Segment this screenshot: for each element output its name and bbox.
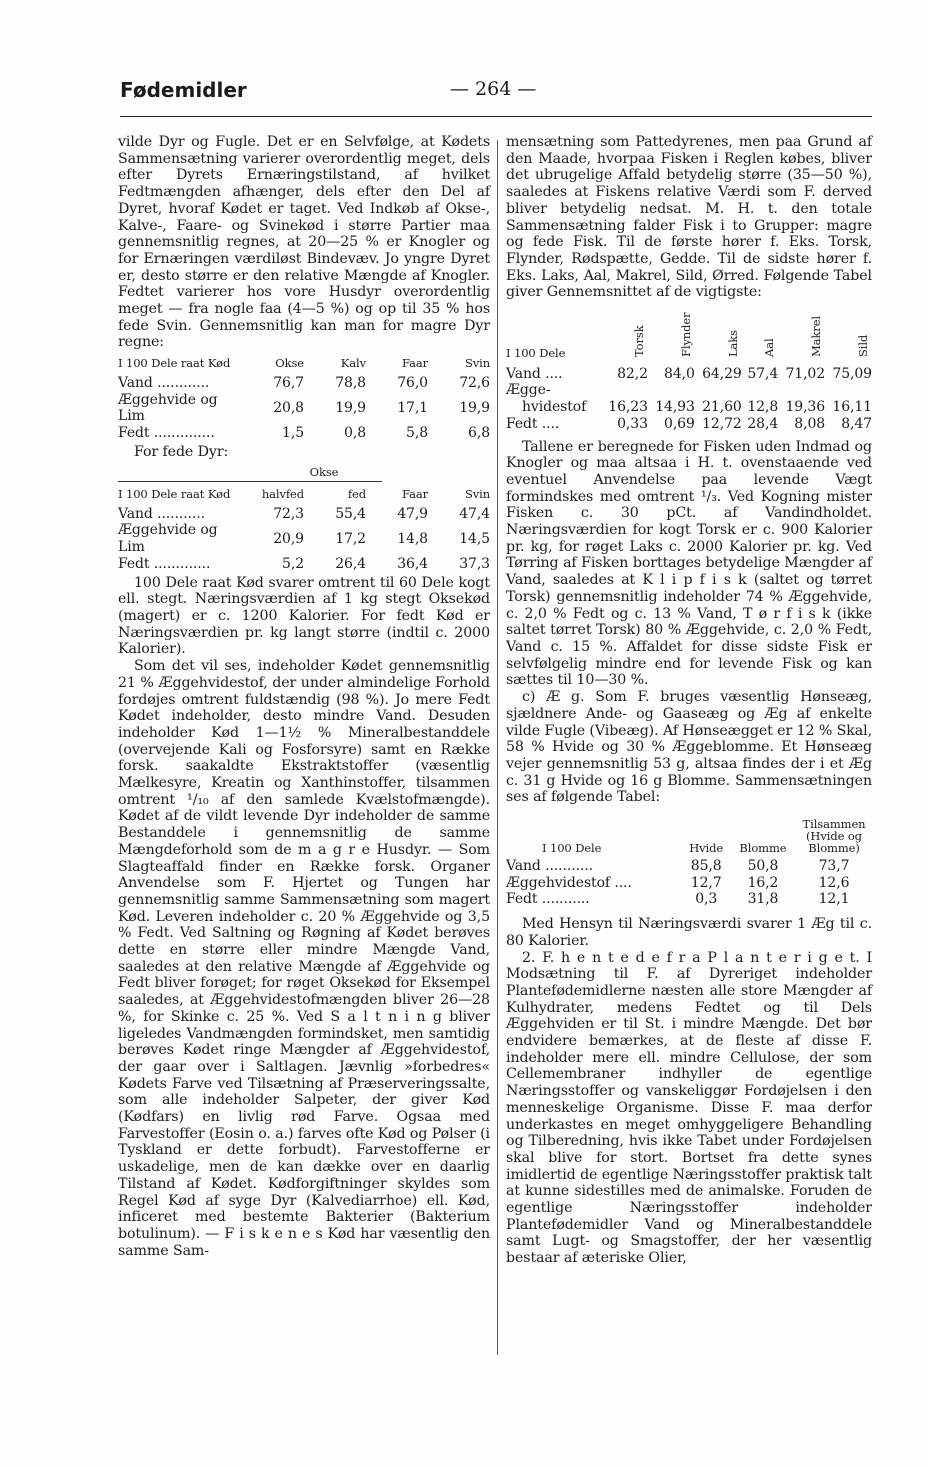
table-cell: 0,8	[344, 424, 366, 441]
table-header: Sild	[856, 334, 871, 358]
meat-composition-table	[118, 352, 490, 442]
table-cell: 85,8	[690, 858, 722, 875]
paragraph: 2. F. h e n t e d e f r a P l a n t e r i g e t. I Modsætning til F. af Dyreriget indeholder Plantefødemidlerne næsten alle store Mængder af Kulhydrater, medens Fedtet og til Dels Æggehviden er til St. i mindre Mængde. Det bør endvidere bemærkes, at de fleste af disse F. indeholder mere ell. mindre Cellulose, der som Cellemembraner indhyller de egentlige Næringsstoffer og vanskeliggør Fordøjelsen i den menneskelige Organisme. Disse F. maa derfor underkastes en meget omhyggeligere Behandling og Tilberedning, hvis ikke Tabet under Fordøjelsen skal blive for stort. Bortset fra dette synes imidlertid de egentlige Næringsstoffer praktisk talt at kunne sidestilles med de animalske. Foruden de egentlige Næringsstoffer indeholder Plantefødemidler Vand og Mineralbestanddele samt Lugt- og Smagstoffer, der her væsentlig bestaar af æteriske Olier,	[506, 949, 872, 1267]
table-cell: Vand ....	[506, 365, 563, 382]
table-caption: For fede Dyr:	[134, 443, 229, 460]
table-header: Laks	[726, 330, 740, 358]
paragraph: Tallene er beregnede for Fisken uden Indmad og Knogler og maa altsaa i H. t. ovenstaaende ved eventuel Anvendelse paa levende Vægt formindskes med omtrent ¹/₃. Ved Kogning mister Fisken c. 30 pCt. af Vandindholdet. Næringsværdien for kogt Torsk er c. 900 Kalorier pr. kg, for røget Laks c. 2000 Kalorier pr. kg. Ved Tørring af Fisken borttages betydelige Mængder af Vand, saaledes at K l i p f i s k (saltet og tørret Torsk) gennemsnitlig indeholder 74 % Æggehvide, c. 2,0 % Fedt og c. 13 % Vand, T ø r f i s k (ikke saltet tørret Torsk) 80 % Æggehvide, c. 2,0 % Fedt, Vand c. 15 %. Affaldet for disse sidste Fisk er selvfølgelig mindre end for levende Fisk og kan sættes til 10—30 %.	[506, 438, 872, 689]
table-cell: 16,2	[747, 874, 779, 891]
table-cell: Æggehvide og Lim	[118, 522, 218, 556]
table-cell: 47,4	[459, 505, 490, 522]
paragraph: vilde Dyr og Fugle. Det er en Selvfølge, at Kødets Sammensætning varierer overordentlig meget, dels efter Dyrets Ernæringstilstand, af hvilket Fedtmængden afhænger, dels efter den Del af Dyret, hvoraf Kødet er taget. Ved Indkøb af Okse-, Kalve-, Faare- og Svinekød i større Partier maa gennemsnitlig regnes, at 20—25 % er Knogler og for Ernæringen værdiløst Bindevæv. Jo yngre Dyret er, desto større er den relative Mængde af Knogler. Fedtet varierer hos vore Husdyr overordentlig meget — fra nogle faa (4—5 %) og op til 35 % hos fede Svin. Gennemsnitlig kan man for magre Dyr regne:	[118, 134, 490, 351]
table-cell: Æggehvidestof ....	[506, 874, 632, 891]
table-cell: 76,7	[273, 374, 304, 391]
table-cell: Fedt ..............	[118, 424, 215, 441]
table-cell: Fedt ...........	[506, 891, 590, 908]
table-row	[118, 425, 490, 442]
table-cell: hvidestof	[522, 399, 587, 416]
table-header: Torsk	[632, 325, 647, 358]
table-header-row	[506, 301, 872, 366]
table-cell: 75,09	[832, 365, 872, 382]
table-cell: 47,9	[397, 505, 428, 522]
table-cell: Fedt .............	[118, 555, 211, 572]
table-header-row	[118, 483, 490, 506]
table-cell: 76,0	[397, 374, 428, 391]
table-header: Flynder	[679, 312, 694, 358]
table-header-row	[118, 352, 490, 375]
table-cell: 12,8	[747, 399, 779, 416]
table-cell: 0,69	[664, 415, 695, 432]
page-number: — 264 —	[450, 78, 537, 100]
table-cell: 17,2	[335, 530, 366, 547]
table-header: I 100 Dele raat Kød	[118, 356, 231, 371]
running-title: Fødemidler	[120, 78, 247, 102]
table-header: Faar	[401, 487, 428, 502]
table-cell: 21,60	[702, 399, 742, 416]
table-cell: 50,8	[747, 858, 779, 875]
table-cell: 19,36	[785, 399, 826, 416]
paragraph: c) Æ g. Som F. bruges væsentlig Hønseæg, sjældnere Ande- og Gaaseæg og Æg af enkelte vilde Fugle (Vibeæg). Af Hønseægget er 12 % Skal, 58 % Hvide og 30 % Æggeblomme. Et Hønseæg vejer gennemsnitlig 53 g, altsaa findes der i et Æg c. 31 g Hvide og 16 g Blomme. Sammensætningen ses af følgende Tabel:	[506, 689, 872, 806]
table-header: fed	[347, 487, 366, 502]
table-cell: 20,8	[273, 399, 304, 416]
table-cell: Vand ............	[118, 374, 210, 391]
table-header: Makrel	[809, 316, 824, 358]
table-cell: 6,8	[468, 424, 490, 441]
left-column	[118, 134, 490, 1259]
table-row	[118, 522, 490, 555]
table-cell: Æggehvide og Lim	[118, 391, 218, 425]
table-cell: 26,4	[335, 555, 366, 572]
table-cell: 16,23	[608, 399, 648, 416]
table-cell: Vand ...........	[506, 858, 593, 875]
table-cell: Vand ...........	[118, 505, 205, 522]
table-row	[118, 556, 490, 573]
table-cell: 72,6	[459, 374, 490, 391]
table-row	[118, 392, 490, 425]
table-cell: 12,7	[690, 874, 722, 891]
table-cell: 36,4	[397, 555, 428, 572]
table-cell: 82,2	[617, 365, 648, 382]
table-cell: 19,9	[335, 399, 366, 416]
table-cell: 55,4	[335, 505, 366, 522]
table-cell: 16,11	[832, 399, 872, 416]
table-header: Hvide	[689, 841, 724, 856]
right-column	[506, 134, 872, 1267]
table-header: Svin	[464, 356, 490, 371]
table-cell: 84,0	[664, 365, 695, 382]
group-header: Okse	[118, 464, 382, 482]
table-row	[506, 366, 872, 383]
table-cell: 37,3	[459, 555, 490, 572]
table-header: Kalv	[340, 356, 366, 371]
table-cell: 0,3	[695, 891, 718, 908]
table-cell: 12,6	[818, 874, 850, 891]
table-header: Svin	[464, 487, 490, 502]
table-header: Faar	[401, 356, 428, 371]
table-row	[506, 891, 872, 908]
table-header: Blomme	[739, 841, 787, 856]
table-cell: 14,8	[397, 530, 428, 547]
table-cell: 71,02	[785, 365, 826, 382]
paragraph: 100 Dele raat Kød svarer omtrent til 60 Dele kogt ell. stegt. Næringsværdien af 1 kg stegt Oksekød (magert) er c. 1200 Kalorier. For fedt Kød er Næringsværdien pr. kg langt større (indtil c. 2000 Kalorier).	[118, 574, 490, 658]
paragraph: Som det vil ses, indeholder Kødet gennemsnitlig 21 % Æggehvidestof, der under almindelige Forhold fordøjes omtrent fuldstændig (98 %). Jo mere Fedt Kødet indeholder, desto mindre Vand. Desuden indeholder Kød 1—1½ % Mineralbestanddele (overvejende Kali og Fosforsyre) samt en Række forsk. saakaldte Ekstraktstoffer (væsentlig Mælkesyre, Kreatin og Xanthinstoffer, tilsammen omtrent ¹/₁₀ af den samlede Kvælstofmængde). Kødet af de vildt levende Dyr indeholder de samme Bestanddele i gennemsnitlig de samme Mængdeforhold som de m a g r e Husdyr. — Som Slagteaffald finder en Række forsk. Organer Anvendelse som F. Hjertet og Tungen har gennemsnitlig samme Sammensætning som magert Kød. Leveren indeholder c. 20 % Æggehvide og 3,5 % Fedt. Ved Saltning og Røgning af Kødet berøves dette en større eller mindre Mængde Vand, saaledes at den relative Mængde af Æggehvide og Fedt bliver forøget; for røget Oksekød for Eksempel saaledes, at Æggehvidestofmængden bliver 26—28 %, for Skinke c. 25 %. Ved S a l t n i n g bliver ligeledes Vandmængden formindsket, men samtidig berøves Kødet ringe Mængder af Æggehvidestof, der gaar over i Saltlagen. Jævnlig »forbedres« Kødets Farve ved Tilsætning af Præserveringssalte, som alle indeholder Salpeter, der giver Kød (Kødfars) en livlig rød Farve. Ogsaa med Farvestoffer (Eosin o. a.) farves ofte Kød og Pølser (i Tyskland er dette forbudt). Farvestofferne er uskadelige, men de kan dække over en daarlig Tilstand af Kødet. Kødforgiftninger skyldes som Regel Kød af syge Dyr (Kalvediarrhoe) ell. Kød, inficeret med bestemte Bakterier (Bakterium botulinum). — F i s k e n e s Kød har væsentlig den samme Sam-	[118, 658, 490, 1259]
page-header	[120, 76, 872, 117]
table-header: Okse	[275, 356, 304, 371]
table-cell: 5,2	[282, 555, 304, 572]
table-cell: 28,4	[747, 415, 779, 432]
table-row	[118, 506, 490, 523]
table-cell: 12,1	[818, 891, 850, 908]
table-header: I 100 Dele	[542, 841, 602, 856]
table-cell: 64,29	[702, 365, 742, 382]
table-cell: 17,1	[397, 399, 428, 416]
fat-meat-table	[118, 483, 490, 573]
column-divider	[497, 140, 498, 1355]
table-cell: 72,3	[273, 505, 304, 522]
table-cell: 14,5	[459, 530, 490, 547]
table-row	[506, 875, 872, 892]
table-cell: 0,33	[617, 415, 648, 432]
table-cell: Ægge-	[506, 382, 551, 399]
table-cell: 12,72	[702, 415, 742, 432]
table-cell: 14,93	[655, 399, 695, 416]
table-cell: 19,9	[459, 399, 490, 416]
table-header: halvfed	[261, 487, 304, 502]
table-header: I 100 Dele	[506, 346, 566, 361]
paragraph: mensætning som Pattedyrenes, men paa Grund af den Maade, hvorpaa Fisken i Reglen købes, bliver det ubrugelige Affald betydelig større (35—50 %), saaledes at Fiskens relative Værdi som F. derved bliver betydelig nedsat. M. H. t. den totale Sammensætning falder Fisk i to Grupper: magre og fede Fisk. Til de første hører f. Eks. Torsk, Flynder, Rødspætte, Gedde. Til de sidste hører f. Eks. Laks, Aal, Makrel, Sild, Ørred. Følgende Tabel giver Gennemsnittet af de vigtigste:	[506, 134, 872, 301]
fish-composition-table	[506, 301, 872, 433]
table-cell: Fedt ....	[506, 415, 560, 432]
table-row	[506, 416, 872, 433]
table-cell: 5,8	[406, 424, 428, 441]
table-cell: 73,7	[818, 858, 850, 875]
table-cell: 31,8	[747, 891, 779, 908]
table-row	[118, 375, 490, 392]
table-row	[506, 858, 872, 875]
table-header: I 100 Dele raat Kød	[118, 487, 231, 502]
egg-composition-table	[506, 806, 872, 908]
table-header-row	[506, 806, 872, 858]
table-cell: 57,4	[747, 365, 779, 382]
table-cell: 1,5	[282, 424, 304, 441]
table-row	[506, 382, 872, 399]
paragraph: Med Hensyn til Næringsværdi svarer 1 Æg til c. 80 Kalorier.	[506, 916, 872, 949]
table-header: Tilsammen (Hvide og Blomme)	[802, 817, 866, 856]
table-row	[506, 399, 872, 416]
table-cell: 8,47	[841, 415, 872, 432]
table-cell: 20,9	[273, 530, 304, 547]
table-cell: 8,08	[794, 415, 826, 432]
table-header: Aal	[762, 338, 777, 358]
table-cell: 78,8	[335, 374, 366, 391]
